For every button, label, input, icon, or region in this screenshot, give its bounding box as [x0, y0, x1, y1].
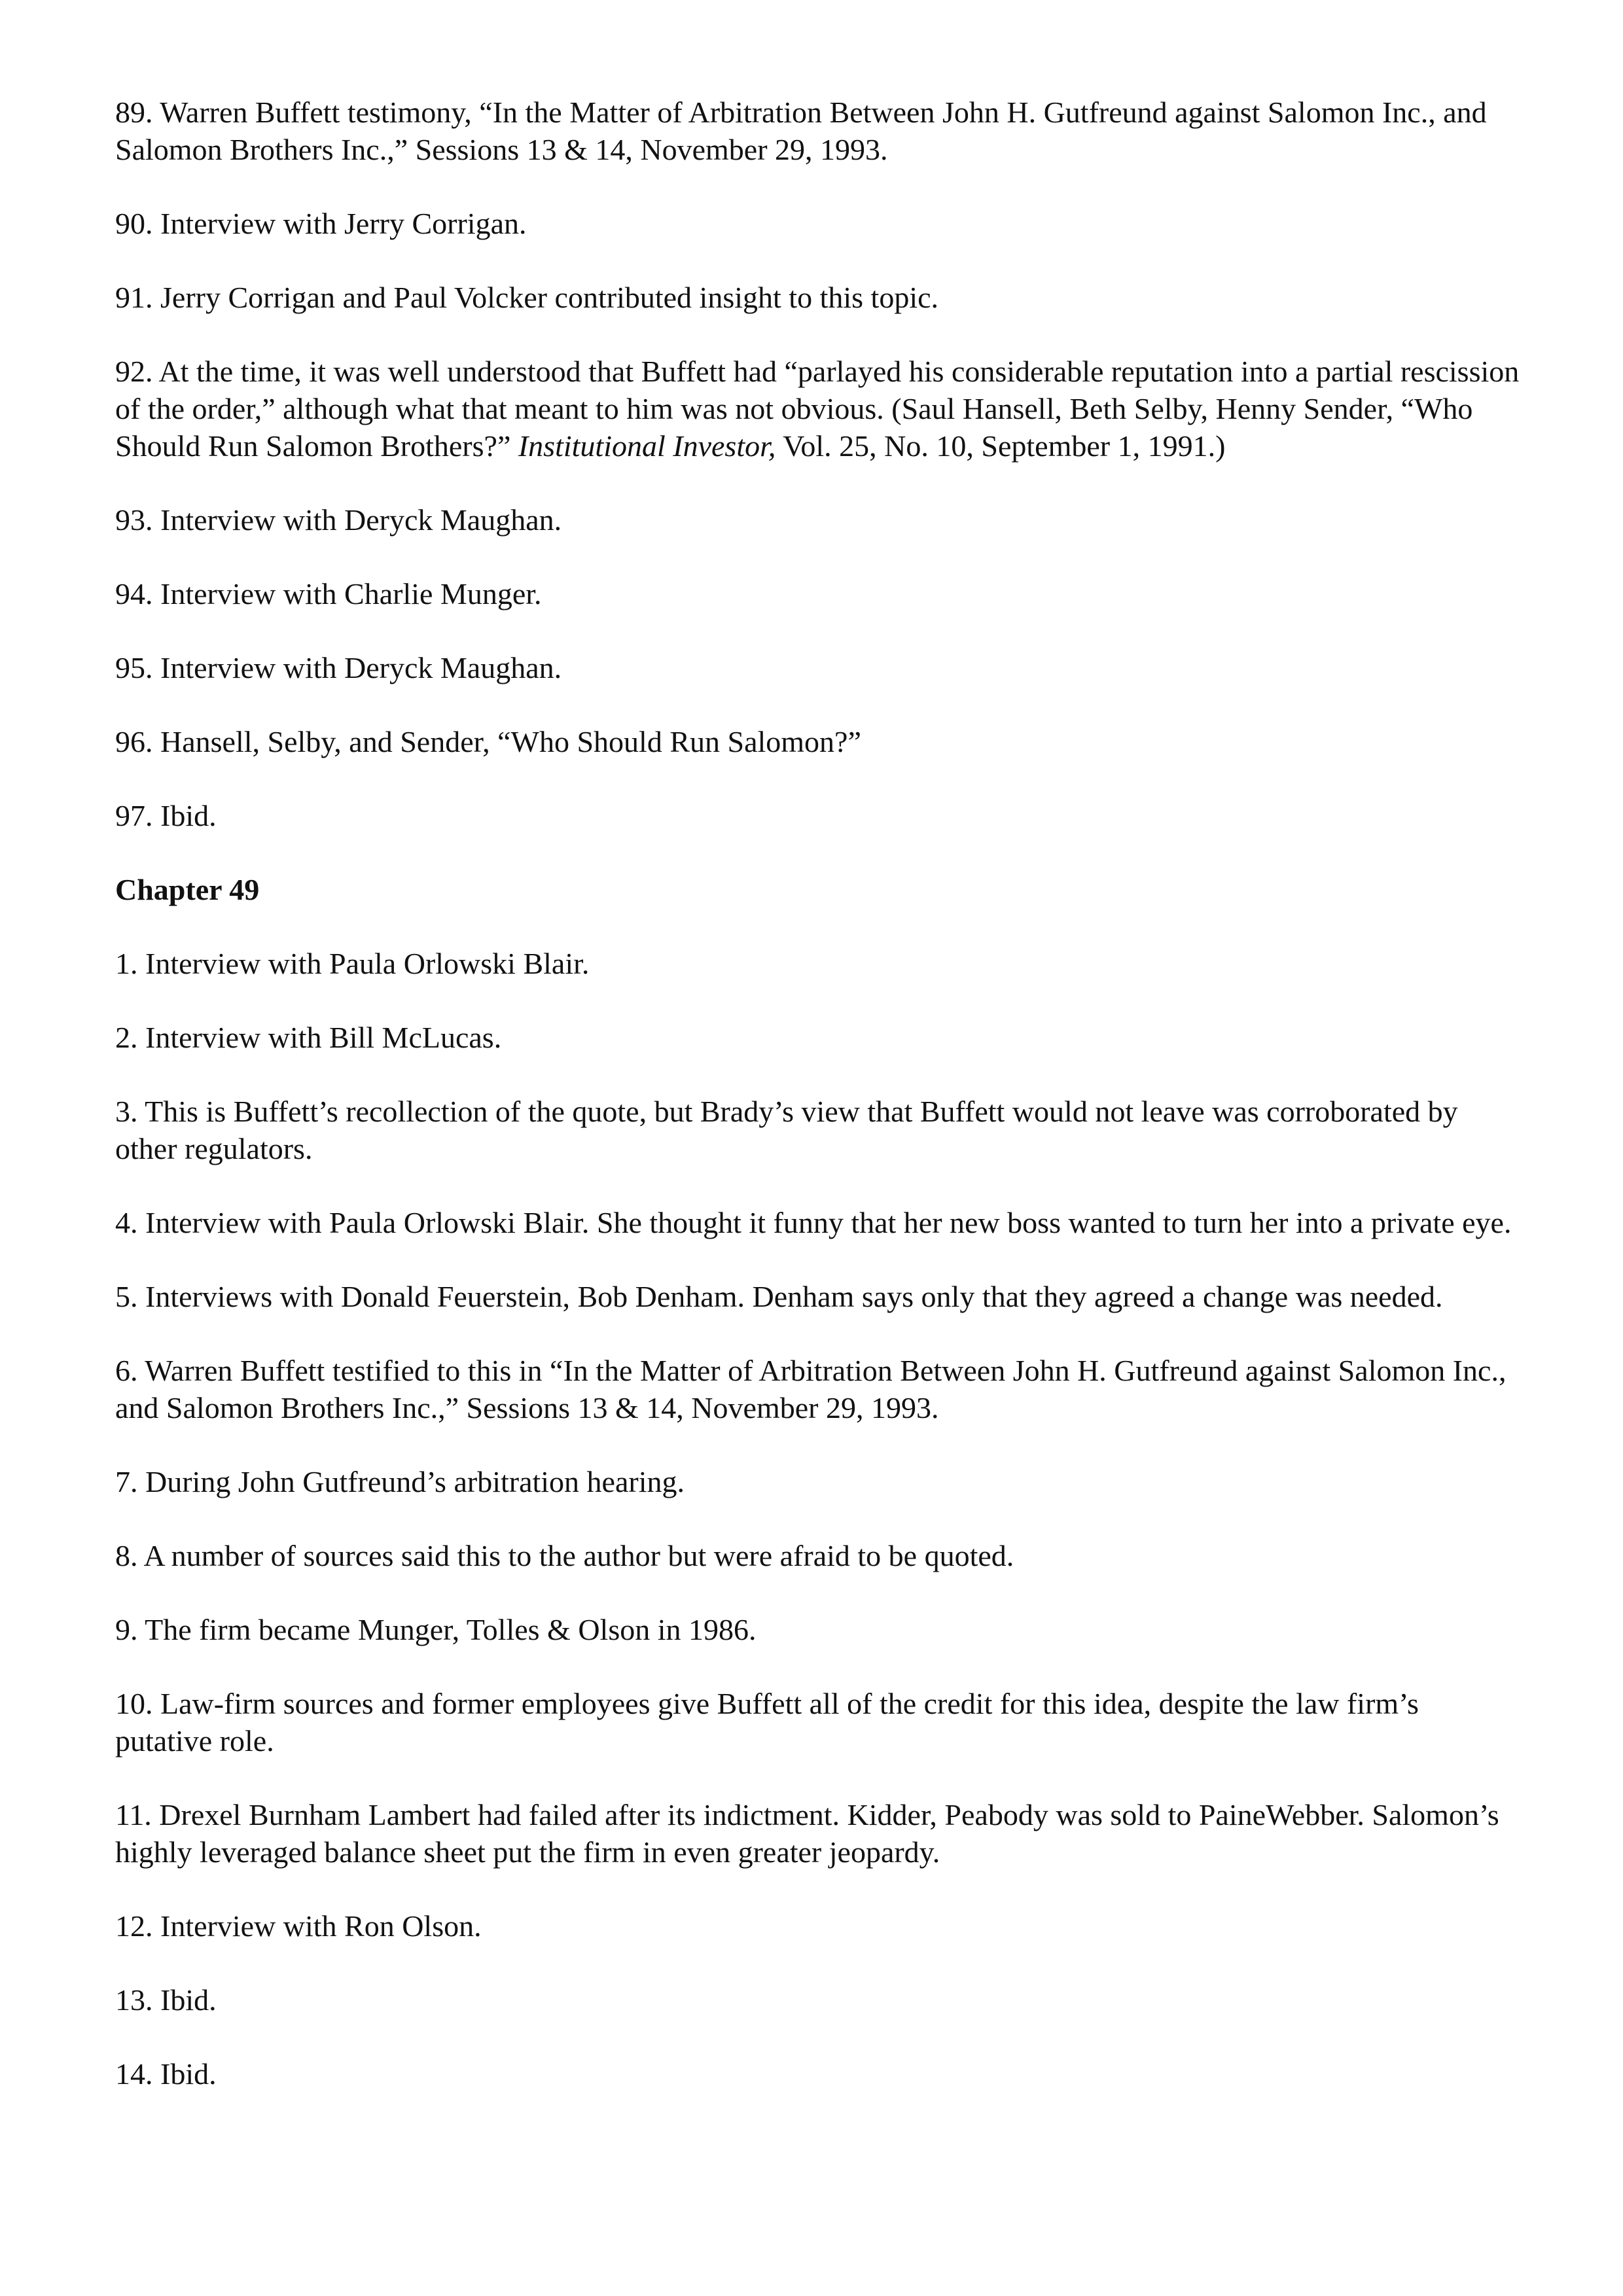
endnote-92-text: 92. At the time, it was well understood that Buffett had “parlayed his considerable reputation into a partial rescission of the order,” although what that meant to him was not obvious. (Saul Hansell, Beth Selby, Henny Sender, “Who Should Run Salomon Brothers?” — [115, 355, 1520, 463]
endnote-92 — [115, 353, 1522, 465]
endnote-93: 93. Interview with Deryck Maughan. — [115, 503, 562, 537]
chapter-endnote-1: 1. Interview with Paula Orlowski Blair. — [115, 947, 590, 980]
chapter-endnote-14: 14. Ibid. — [115, 2057, 217, 2091]
endnote-92-citation: Vol. 25, No. 10, September 1, 1991.) — [776, 429, 1226, 463]
chapter-heading: Chapter 49 — [115, 873, 260, 906]
endnote-95: 95. Interview with Deryck Maughan. — [115, 651, 562, 684]
endnote-89: 89. Warren Buffett testimony, “In the Matter of Arbitration Between John H. Gutfreund against Salomon Inc., and Salomon Brothers Inc.,” Sessions 13 & 14, November 29, 1993. — [115, 96, 1487, 166]
chapter-endnote-10: 10. Law-firm sources and former employees give Buffett all of the credit for this idea, despite the law firm’s putative role. — [115, 1687, 1419, 1757]
chapter-endnote-5: 5. Interviews with Donald Feuerstein, Bob Denham. Denham says only that they agreed a change was needed. — [115, 1280, 1443, 1313]
endnote-92-publication: Institutional Investor, — [518, 429, 776, 463]
chapter-endnote-12: 12. Interview with Ron Olson. — [115, 1909, 482, 1943]
chapter-endnote-11: 11. Drexel Burnham Lambert had failed after its indictment. Kidder, Peabody was sold to PaineWebber. Salomon’s highly leveraged balance sheet put the firm in even greater jeopardy. — [115, 1798, 1499, 1869]
chapter-endnote-7: 7. During John Gutfreund’s arbitration hearing. — [115, 1465, 685, 1498]
chapter-endnote-3: 3. This is Buffett’s recollection of the quote, but Brady’s view that Buffett would not leave was corroborated by other regulators. — [115, 1095, 1458, 1165]
endnote-97: 97. Ibid. — [115, 799, 217, 832]
endnote-90: 90. Interview with Jerry Corrigan. — [115, 207, 527, 240]
endnote-91: 91. Jerry Corrigan and Paul Volcker contributed insight to this topic. — [115, 281, 939, 314]
chapter-endnote-8: 8. A number of sources said this to the author but were afraid to be quoted. — [115, 1539, 1014, 1572]
chapter-endnote-2: 2. Interview with Bill McLucas. — [115, 1021, 502, 1054]
chapter-endnote-13: 13. Ibid. — [115, 1983, 217, 2017]
endnote-94: 94. Interview with Charlie Munger. — [115, 577, 542, 610]
endnotes-page — [115, 94, 1522, 2129]
endnote-96: 96. Hansell, Selby, and Sender, “Who Should Run Salomon?” — [115, 725, 861, 758]
chapter-endnote-4: 4. Interview with Paula Orlowski Blair. She thought it funny that her new boss wanted to turn her into a private eye. — [115, 1206, 1512, 1239]
chapter-endnote-9: 9. The firm became Munger, Tolles & Olson in 1986. — [115, 1613, 757, 1646]
chapter-endnote-6: 6. Warren Buffett testified to this in “In the Matter of Arbitration Between John H. Gutfreund against Salomon Inc., and Salomon Brothers Inc.,” Sessions 13 & 14, November 29, 1993. — [115, 1354, 1507, 1424]
